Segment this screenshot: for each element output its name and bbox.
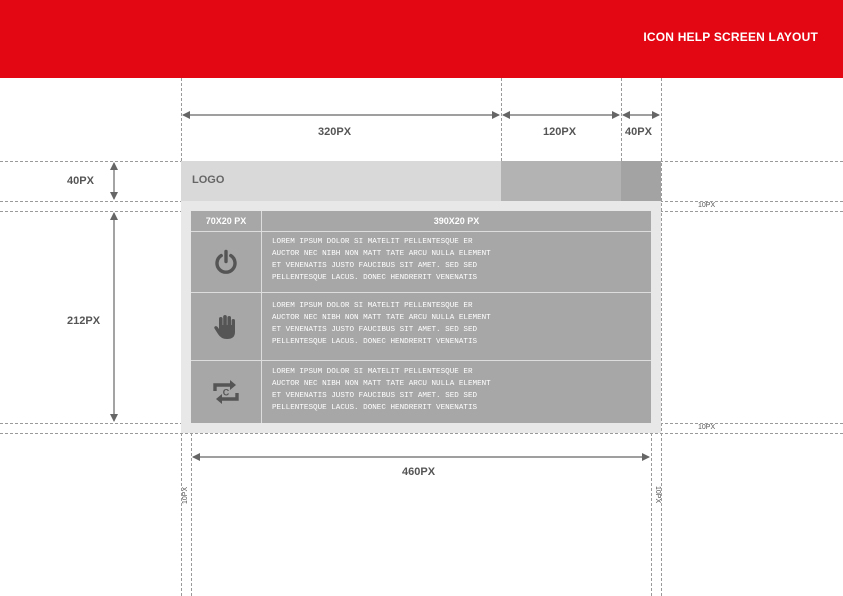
row-help-text: LOREM IPSUM DOLOR SI MATELIT PELLENTESQUE ER AUCTOR NEC NIBH NON MATT TATE ARCU NULLA ELEMENT ET VENENATIS JUSTO FAUCIBUS SIT AMET. SED SED PELLENTESQUE LACUS. DONEC HENDRERIT VENENATIS [272, 238, 491, 282]
padding-top-label: 10PX [698, 202, 716, 209]
logo-width-label: 320PX [318, 126, 352, 138]
row-help-text: LOREM IPSUM DOLOR SI MATELIT PELLENTESQUE ER AUCTOR NEC NIBH NON MATT TATE ARCU NULLA ELEMENT ET VENENATIS JUSTO FAUCIBUS SIT AMET. SED SED PELLENTESQUE LACUS. DONEC HENDRERIT VENENATIS [272, 302, 491, 346]
hand-stop-icon [191, 293, 261, 360]
repeat-icon [191, 361, 261, 423]
row-help-text: LOREM IPSUM DOLOR SI MATELIT PELLENTESQUE ER AUCTOR NEC NIBH NON MATT TATE ARCU NULLA ELEMENT ET VENENATIS JUSTO FAUCIBUS SIT AMET. SED SED PELLENTESQUE LACUS. DONEC HENDRERIT VENENATIS [272, 368, 491, 412]
logo: LOGO [192, 174, 225, 186]
page-title: ICON HELP SCREEN LAYOUT [643, 30, 818, 44]
power-icon [191, 232, 261, 292]
header-bar [181, 161, 661, 201]
svg-text:C: C [222, 387, 230, 398]
column-header-text: 390X20 PX [433, 216, 480, 226]
middle-width-label: 120PX [543, 126, 577, 138]
padding-bottom-label: 10PX [698, 424, 716, 431]
padding-left-label: 10PX [182, 486, 189, 504]
right-width-label: 40PX [625, 126, 652, 138]
column-divider [261, 211, 262, 423]
logo-area[interactable] [181, 161, 501, 201]
header-height-label: 40PX [67, 175, 94, 187]
help-height-label: 212PX [67, 315, 101, 327]
help-width-label: 460PX [402, 466, 436, 478]
header-right-area[interactable] [621, 161, 661, 201]
header-middle-area [501, 161, 621, 201]
help-table [191, 211, 651, 423]
padding-right-label: 10PX [654, 486, 661, 504]
column-header-icon: 70X20 PX [205, 216, 247, 226]
